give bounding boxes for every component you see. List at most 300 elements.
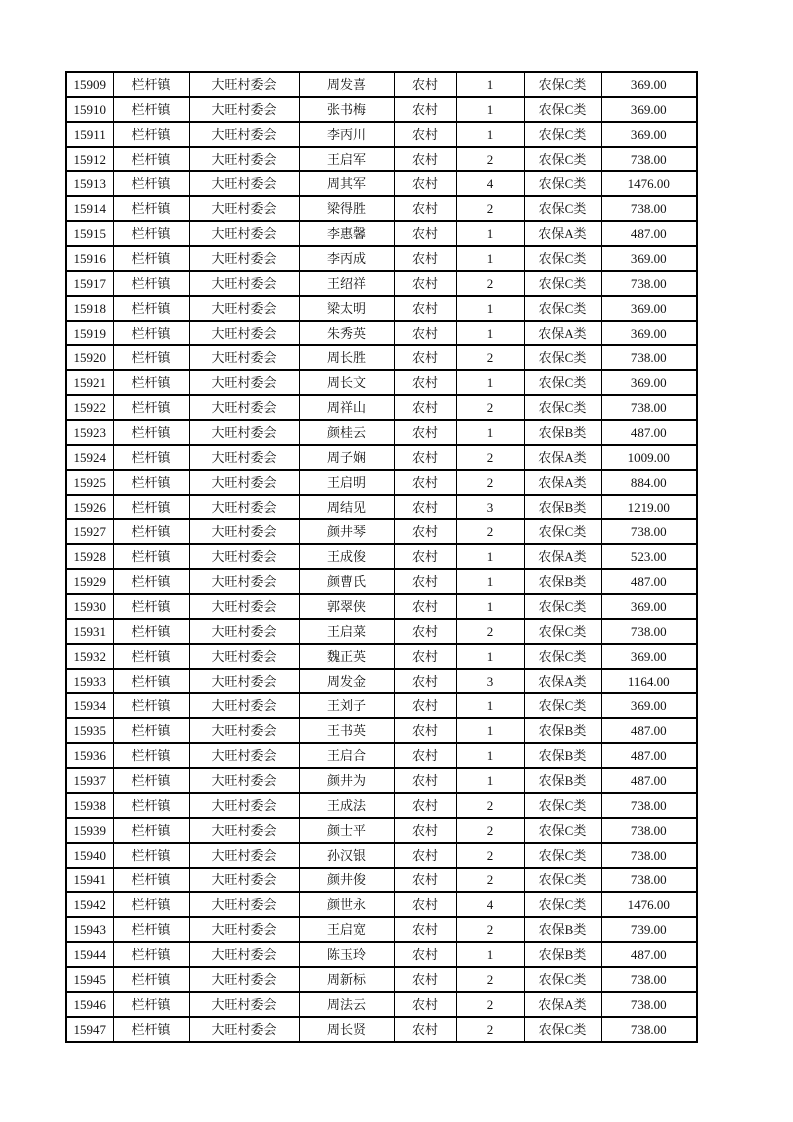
cell-insurance-category: 农保A类 [524,221,601,246]
cell-serial-number: 15943 [66,917,113,942]
cell-town: 栏杆镇 [113,1017,189,1042]
cell-person-name: 张书梅 [299,97,394,122]
cell-amount: 487.00 [601,420,697,445]
cell-person-name: 王启军 [299,147,394,172]
cell-residence-type: 农村 [394,296,456,321]
cell-insurance-category: 农保C类 [524,818,601,843]
table-row [66,1017,697,1042]
cell-insurance-category: 农保B类 [524,917,601,942]
cell-person-count: 2 [456,793,524,818]
cell-insurance-category: 农保B类 [524,495,601,520]
cell-person-count: 2 [456,917,524,942]
cell-amount: 738.00 [601,793,697,818]
cell-person-name: 颜桂云 [299,420,394,445]
cell-amount: 1476.00 [601,171,697,196]
cell-town: 栏杆镇 [113,296,189,321]
cell-person-name: 王绍祥 [299,271,394,296]
cell-town: 栏杆镇 [113,669,189,694]
cell-insurance-category: 农保C类 [524,967,601,992]
cell-town: 栏杆镇 [113,868,189,893]
cell-amount: 738.00 [601,271,697,296]
table-row [66,594,697,619]
cell-person-count: 1 [456,420,524,445]
cell-amount: 1476.00 [601,892,697,917]
cell-amount: 738.00 [601,818,697,843]
cell-person-name: 孙汉银 [299,843,394,868]
cell-person-name: 王刘子 [299,693,394,718]
cell-village-committee: 大旺村委会 [189,843,299,868]
cell-serial-number: 15940 [66,843,113,868]
cell-residence-type: 农村 [394,495,456,520]
cell-village-committee: 大旺村委会 [189,470,299,495]
table-row [66,147,697,172]
cell-village-committee: 大旺村委会 [189,768,299,793]
cell-serial-number: 15911 [66,122,113,147]
table-row [66,221,697,246]
cell-town: 栏杆镇 [113,917,189,942]
cell-insurance-category: 农保C类 [524,122,601,147]
cell-serial-number: 15912 [66,147,113,172]
cell-town: 栏杆镇 [113,420,189,445]
cell-amount: 738.00 [601,395,697,420]
cell-village-committee: 大旺村委会 [189,196,299,221]
table-row [66,917,697,942]
cell-residence-type: 农村 [394,942,456,967]
cell-residence-type: 农村 [394,693,456,718]
table-row [66,271,697,296]
cell-person-count: 3 [456,669,524,694]
cell-insurance-category: 农保B类 [524,420,601,445]
cell-insurance-category: 农保C类 [524,147,601,172]
cell-village-committee: 大旺村委会 [189,171,299,196]
cell-village-committee: 大旺村委会 [189,569,299,594]
cell-insurance-category: 农保A类 [524,669,601,694]
cell-person-name: 陈玉玲 [299,942,394,967]
cell-person-name: 周发喜 [299,72,394,97]
cell-amount: 884.00 [601,470,697,495]
cell-amount: 369.00 [601,97,697,122]
cell-residence-type: 农村 [394,644,456,669]
table-row [66,942,697,967]
cell-serial-number: 15923 [66,420,113,445]
cell-serial-number: 15921 [66,370,113,395]
cell-insurance-category: 农保C类 [524,519,601,544]
table-row [66,669,697,694]
cell-amount: 487.00 [601,942,697,967]
cell-person-count: 1 [456,122,524,147]
cell-amount: 739.00 [601,917,697,942]
cell-serial-number: 15932 [66,644,113,669]
cell-person-count: 2 [456,271,524,296]
cell-person-count: 1 [456,594,524,619]
cell-serial-number: 15947 [66,1017,113,1042]
cell-insurance-category: 农保A类 [524,321,601,346]
cell-amount: 738.00 [601,519,697,544]
cell-serial-number: 15920 [66,345,113,370]
cell-person-name: 朱秀英 [299,321,394,346]
table-row [66,321,697,346]
cell-serial-number: 15914 [66,196,113,221]
cell-serial-number: 15915 [66,221,113,246]
cell-residence-type: 农村 [394,345,456,370]
cell-village-committee: 大旺村委会 [189,619,299,644]
cell-village-committee: 大旺村委会 [189,743,299,768]
cell-person-count: 1 [456,246,524,271]
cell-person-count: 2 [456,843,524,868]
cell-person-name: 周其军 [299,171,394,196]
cell-amount: 738.00 [601,992,697,1017]
cell-village-committee: 大旺村委会 [189,868,299,893]
cell-residence-type: 农村 [394,72,456,97]
cell-insurance-category: 农保B类 [524,743,601,768]
cell-insurance-category: 农保B类 [524,718,601,743]
cell-serial-number: 15944 [66,942,113,967]
cell-insurance-category: 农保B类 [524,569,601,594]
cell-town: 栏杆镇 [113,122,189,147]
cell-serial-number: 15938 [66,793,113,818]
cell-insurance-category: 农保B类 [524,942,601,967]
cell-town: 栏杆镇 [113,246,189,271]
cell-amount: 1009.00 [601,445,697,470]
cell-person-count: 1 [456,97,524,122]
cell-person-count: 2 [456,519,524,544]
cell-person-name: 周长文 [299,370,394,395]
cell-insurance-category: 农保C类 [524,868,601,893]
cell-serial-number: 15935 [66,718,113,743]
cell-person-count: 2 [456,395,524,420]
cell-person-count: 2 [456,147,524,172]
table-row [66,569,697,594]
cell-insurance-category: 农保A类 [524,544,601,569]
cell-insurance-category: 农保C类 [524,843,601,868]
cell-person-name: 王启菜 [299,619,394,644]
cell-person-name: 周子娴 [299,445,394,470]
cell-person-name: 李丙川 [299,122,394,147]
cell-serial-number: 15928 [66,544,113,569]
cell-town: 栏杆镇 [113,743,189,768]
cell-serial-number: 15946 [66,992,113,1017]
table-row [66,544,697,569]
cell-amount: 369.00 [601,693,697,718]
cell-town: 栏杆镇 [113,196,189,221]
cell-person-name: 郭翠侠 [299,594,394,619]
cell-person-count: 2 [456,345,524,370]
cell-person-count: 2 [456,1017,524,1042]
cell-person-name: 梁得胜 [299,196,394,221]
cell-serial-number: 15939 [66,818,113,843]
cell-person-count: 1 [456,693,524,718]
cell-town: 栏杆镇 [113,594,189,619]
cell-person-count: 1 [456,718,524,743]
cell-residence-type: 农村 [394,420,456,445]
cell-village-committee: 大旺村委会 [189,147,299,172]
cell-serial-number: 15934 [66,693,113,718]
cell-village-committee: 大旺村委会 [189,892,299,917]
cell-village-committee: 大旺村委会 [189,718,299,743]
cell-village-committee: 大旺村委会 [189,321,299,346]
cell-village-committee: 大旺村委会 [189,97,299,122]
cell-residence-type: 农村 [394,370,456,395]
cell-amount: 369.00 [601,72,697,97]
cell-person-name: 周结见 [299,495,394,520]
cell-town: 栏杆镇 [113,818,189,843]
cell-serial-number: 15909 [66,72,113,97]
cell-village-committee: 大旺村委会 [189,992,299,1017]
cell-town: 栏杆镇 [113,221,189,246]
cell-person-name: 颜曹氏 [299,569,394,594]
cell-person-name: 李惠馨 [299,221,394,246]
cell-person-name: 周长贤 [299,1017,394,1042]
cell-town: 栏杆镇 [113,942,189,967]
cell-person-name: 颜井俊 [299,868,394,893]
cell-town: 栏杆镇 [113,72,189,97]
table-row [66,445,697,470]
cell-town: 栏杆镇 [113,544,189,569]
cell-person-count: 1 [456,72,524,97]
cell-village-committee: 大旺村委会 [189,594,299,619]
cell-amount: 369.00 [601,594,697,619]
cell-town: 栏杆镇 [113,569,189,594]
cell-insurance-category: 农保C类 [524,345,601,370]
cell-amount: 369.00 [601,122,697,147]
cell-person-count: 1 [456,768,524,793]
table-row [66,171,697,196]
cell-insurance-category: 农保C类 [524,196,601,221]
cell-person-name: 王书英 [299,718,394,743]
cell-residence-type: 农村 [394,171,456,196]
cell-residence-type: 农村 [394,669,456,694]
cell-person-count: 1 [456,569,524,594]
cell-person-name: 王成法 [299,793,394,818]
cell-amount: 523.00 [601,544,697,569]
cell-person-name: 周祥山 [299,395,394,420]
cell-amount: 369.00 [601,644,697,669]
cell-insurance-category: 农保C类 [524,72,601,97]
cell-residence-type: 农村 [394,246,456,271]
cell-person-count: 2 [456,992,524,1017]
cell-town: 栏杆镇 [113,793,189,818]
cell-village-committee: 大旺村委会 [189,246,299,271]
cell-village-committee: 大旺村委会 [189,644,299,669]
cell-residence-type: 农村 [394,868,456,893]
cell-village-committee: 大旺村委会 [189,942,299,967]
table-row [66,470,697,495]
table-row [66,768,697,793]
cell-insurance-category: 农保C类 [524,693,601,718]
cell-amount: 487.00 [601,768,697,793]
cell-residence-type: 农村 [394,221,456,246]
table-row [66,519,697,544]
cell-town: 栏杆镇 [113,171,189,196]
table-row [66,644,697,669]
cell-insurance-category: 农保C类 [524,619,601,644]
cell-person-name: 周长胜 [299,345,394,370]
cell-residence-type: 农村 [394,743,456,768]
cell-town: 栏杆镇 [113,345,189,370]
cell-town: 栏杆镇 [113,445,189,470]
table-row [66,122,697,147]
cell-insurance-category: 农保C类 [524,644,601,669]
cell-amount: 487.00 [601,221,697,246]
table-row [66,196,697,221]
cell-person-count: 1 [456,743,524,768]
cell-serial-number: 15933 [66,669,113,694]
cell-village-committee: 大旺村委会 [189,395,299,420]
cell-person-count: 2 [456,470,524,495]
cell-town: 栏杆镇 [113,843,189,868]
cell-amount: 738.00 [601,196,697,221]
cell-serial-number: 15910 [66,97,113,122]
cell-village-committee: 大旺村委会 [189,495,299,520]
cell-person-name: 周发金 [299,669,394,694]
cell-person-count: 2 [456,619,524,644]
cell-residence-type: 农村 [394,196,456,221]
table-row [66,743,697,768]
cell-person-name: 周法云 [299,992,394,1017]
cell-residence-type: 农村 [394,97,456,122]
cell-insurance-category: 农保C类 [524,793,601,818]
cell-person-count: 2 [456,967,524,992]
table-row [66,818,697,843]
cell-village-committee: 大旺村委会 [189,296,299,321]
cell-amount: 738.00 [601,619,697,644]
cell-amount: 738.00 [601,147,697,172]
cell-town: 栏杆镇 [113,619,189,644]
cell-amount: 369.00 [601,246,697,271]
table-row [66,693,697,718]
cell-village-committee: 大旺村委会 [189,370,299,395]
cell-person-name: 王启宽 [299,917,394,942]
table-row [66,495,697,520]
cell-serial-number: 15936 [66,743,113,768]
cell-village-committee: 大旺村委会 [189,271,299,296]
table-row [66,345,697,370]
cell-residence-type: 农村 [394,445,456,470]
table-row [66,296,697,321]
cell-serial-number: 15916 [66,246,113,271]
cell-town: 栏杆镇 [113,97,189,122]
cell-village-committee: 大旺村委会 [189,917,299,942]
cell-village-committee: 大旺村委会 [189,345,299,370]
table-row [66,793,697,818]
cell-town: 栏杆镇 [113,321,189,346]
table-row [66,868,697,893]
table-row [66,370,697,395]
benefits-register-table [65,71,698,1043]
cell-town: 栏杆镇 [113,693,189,718]
cell-person-count: 1 [456,644,524,669]
cell-town: 栏杆镇 [113,718,189,743]
cell-town: 栏杆镇 [113,519,189,544]
cell-person-count: 1 [456,942,524,967]
cell-residence-type: 农村 [394,271,456,296]
cell-town: 栏杆镇 [113,271,189,296]
cell-person-name: 王启合 [299,743,394,768]
cell-serial-number: 15930 [66,594,113,619]
cell-village-committee: 大旺村委会 [189,669,299,694]
cell-residence-type: 农村 [394,569,456,594]
cell-town: 栏杆镇 [113,147,189,172]
cell-amount: 738.00 [601,1017,697,1042]
cell-residence-type: 农村 [394,718,456,743]
cell-residence-type: 农村 [394,967,456,992]
cell-town: 栏杆镇 [113,644,189,669]
cell-person-name: 魏正英 [299,644,394,669]
cell-amount: 738.00 [601,967,697,992]
table-row [66,967,697,992]
cell-person-name: 颜井为 [299,768,394,793]
cell-village-committee: 大旺村委会 [189,818,299,843]
table-body [66,72,697,1042]
cell-town: 栏杆镇 [113,495,189,520]
cell-amount: 369.00 [601,321,697,346]
cell-amount: 1164.00 [601,669,697,694]
cell-residence-type: 农村 [394,892,456,917]
cell-amount: 369.00 [601,296,697,321]
cell-person-name: 颜世永 [299,892,394,917]
cell-serial-number: 15922 [66,395,113,420]
cell-insurance-category: 农保C类 [524,370,601,395]
cell-person-count: 3 [456,495,524,520]
cell-village-committee: 大旺村委会 [189,967,299,992]
table-row [66,992,697,1017]
cell-person-count: 1 [456,221,524,246]
cell-serial-number: 15913 [66,171,113,196]
cell-insurance-category: 农保C类 [524,395,601,420]
cell-residence-type: 农村 [394,395,456,420]
cell-insurance-category: 农保C类 [524,271,601,296]
cell-person-name: 颜井琴 [299,519,394,544]
cell-person-count: 1 [456,321,524,346]
cell-residence-type: 农村 [394,147,456,172]
cell-person-count: 2 [456,868,524,893]
cell-insurance-category: 农保C类 [524,171,601,196]
cell-village-committee: 大旺村委会 [189,420,299,445]
cell-amount: 738.00 [601,345,697,370]
cell-person-name: 梁太明 [299,296,394,321]
cell-person-count: 2 [456,445,524,470]
cell-person-count: 1 [456,370,524,395]
cell-residence-type: 农村 [394,470,456,495]
cell-residence-type: 农村 [394,544,456,569]
cell-village-committee: 大旺村委会 [189,1017,299,1042]
cell-insurance-category: 农保C类 [524,1017,601,1042]
cell-serial-number: 15941 [66,868,113,893]
cell-insurance-category: 农保C类 [524,892,601,917]
cell-town: 栏杆镇 [113,768,189,793]
table-row [66,97,697,122]
cell-town: 栏杆镇 [113,470,189,495]
cell-residence-type: 农村 [394,594,456,619]
cell-person-name: 颜士平 [299,818,394,843]
cell-person-count: 2 [456,818,524,843]
table-row [66,619,697,644]
cell-residence-type: 农村 [394,843,456,868]
cell-amount: 487.00 [601,718,697,743]
table-row [66,246,697,271]
cell-village-committee: 大旺村委会 [189,793,299,818]
cell-town: 栏杆镇 [113,892,189,917]
cell-serial-number: 15918 [66,296,113,321]
cell-serial-number: 15945 [66,967,113,992]
cell-amount: 738.00 [601,868,697,893]
cell-amount: 738.00 [601,843,697,868]
table-row [66,718,697,743]
table-row [66,843,697,868]
cell-insurance-category: 农保A类 [524,992,601,1017]
cell-amount: 1219.00 [601,495,697,520]
cell-person-count: 2 [456,196,524,221]
